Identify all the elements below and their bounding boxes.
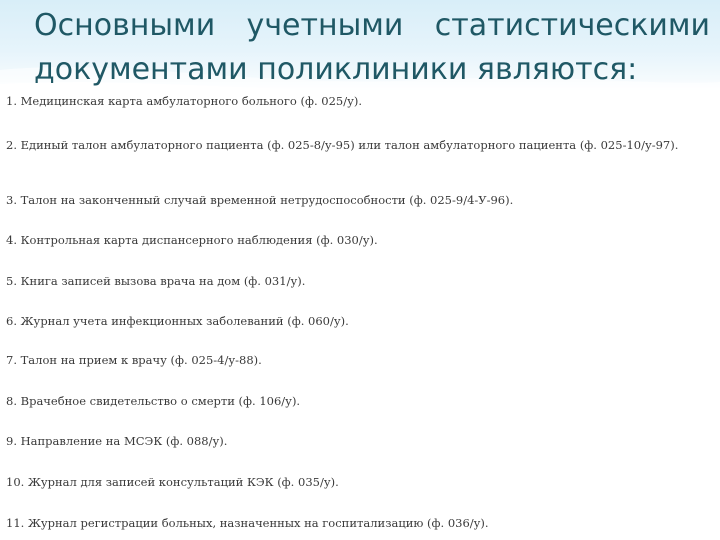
list-item-text: 5. Книга записей вызова врача на дом (ф. 031/у). [6, 274, 306, 288]
slide-title [34, 4, 710, 92]
list-item-text: 8. Врачебное свидетельство о смерти (ф. 106/у). [6, 394, 301, 408]
list-item-text: 10. Журнал для записей консультаций КЭК (ф. 035/у). [6, 475, 339, 489]
list-item-text: 2. Единый талон амбулаторного пациента (ф. 025-8/у-95) или талон амбулаторного пациента (ф. 025-10/у-97). [6, 138, 679, 152]
list-item-text: 4. Контрольная карта диспансерного наблюдения (ф. 030/у). [6, 233, 378, 247]
list-item-text: 3. Талон на законченный случай временной нетрудоспособности (ф. 025-9/4-У-96). [6, 193, 514, 207]
slide-title-line-1: Основными учетными статистическими [34, 8, 710, 43]
list-item [6, 273, 712, 290]
slide-title-line-2: документами поликлиники являются: [34, 52, 638, 87]
list-item [6, 474, 712, 491]
list-item [6, 352, 712, 369]
list-item-text: 7. Талон на прием к врачу (ф. 025-4/у-88). [6, 353, 262, 367]
list-item-text: 6. Журнал учета инфекционных заболеваний (ф. 060/у). [6, 314, 349, 328]
list-item [6, 93, 712, 110]
list-item [6, 137, 712, 154]
list-item-text: 11. Журнал регистрации больных, назначенных на госпитализацию (ф. 036/у). [6, 516, 489, 530]
list-item [6, 433, 712, 450]
list-item-text: 9. Направление на МСЭК (ф. 088/у). [6, 434, 228, 448]
list-item [6, 192, 712, 209]
list-item [6, 313, 712, 330]
list-item-text: 1. Медицинская карта амбулаторного больного (ф. 025/у). [6, 94, 362, 108]
list-item [6, 515, 712, 532]
list-item [6, 232, 712, 249]
list-item [6, 393, 712, 410]
